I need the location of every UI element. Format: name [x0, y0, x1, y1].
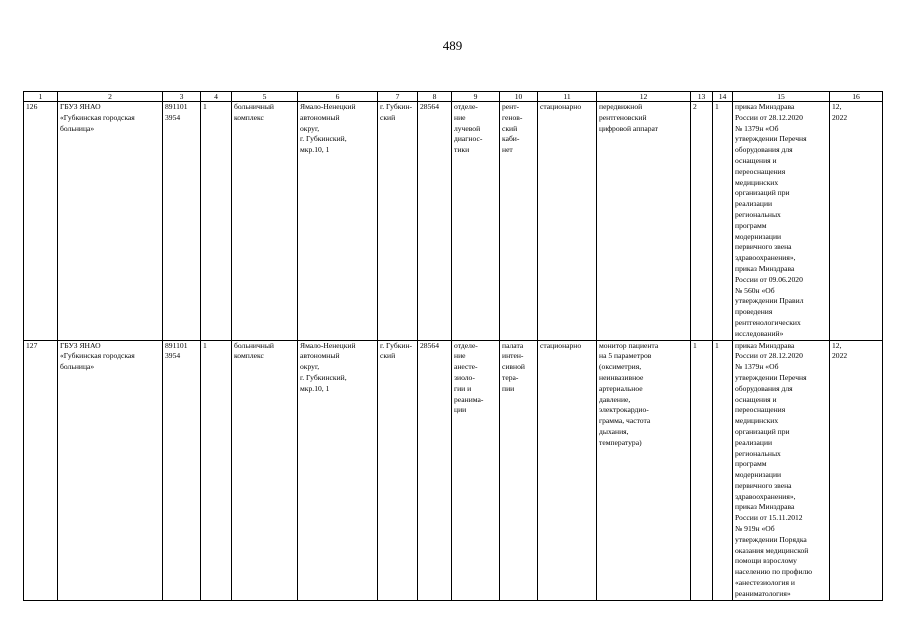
building-type: больничный комплекс — [232, 102, 298, 341]
column-number: 3 — [163, 92, 201, 102]
column-number: 10 — [500, 92, 538, 102]
care-mode-cell: стационарно — [538, 340, 597, 600]
row-number: 127 — [24, 340, 58, 600]
column-number: 13 — [691, 92, 713, 102]
quantity-cell: 1 — [713, 340, 733, 600]
address-cell: Ямало-Ненецкий автономный округ, г. Губкинский, мкр.10, 1 — [298, 340, 378, 600]
period-cell: 12, 2022 — [830, 340, 883, 600]
regulation-cell: приказ Минздрава России от 28.12.2020 № 1379н «Об утверждении Перечня оборудования для оснащения и переоснащения медицинских организаций при реализации региональных программ модернизации первичного звена здравоохранения», приказ Минздрава России от 09.06.2020 № 560н «Об утверждении Правил проведения рентгенологических исследований» — [733, 102, 830, 341]
column-number: 15 — [733, 92, 830, 102]
building-type: больничный комплекс — [232, 340, 298, 600]
column-number: 7 — [378, 92, 418, 102]
room-cell: палата интен- сивной тера- пии — [500, 340, 538, 600]
table-row — [24, 340, 883, 600]
code-cell: 28564 — [418, 102, 452, 341]
column-number: 6 — [298, 92, 378, 102]
count-cell: 1 — [201, 102, 232, 341]
column-number-row — [24, 92, 883, 102]
equipment-cell: монитор пациента на 5 параметров (оксиметрия, неинвазивное артериальное давление, электрокардио- грамма, частота дыхания, температура) — [597, 340, 691, 600]
column-number: 5 — [232, 92, 298, 102]
department-cell: отделе- ние анесте- зиоло- гии и реанима- ции — [452, 340, 500, 600]
page-number: 489 — [442, 38, 463, 53]
city-cell: г. Губкин- ский — [378, 102, 418, 341]
column-number: 9 — [452, 92, 500, 102]
column-number: 12 — [597, 92, 691, 102]
organization-name: ГБУЗ ЯНАО «Губкинская городская больница» — [58, 102, 163, 341]
organization-name: ГБУЗ ЯНАО «Губкинская городская больница» — [58, 340, 163, 600]
column-number: 2 — [58, 92, 163, 102]
city-cell: г. Губкин- ский — [378, 340, 418, 600]
row-number: 126 — [24, 102, 58, 341]
code-cell: 28564 — [418, 340, 452, 600]
quantity-cell: 2 — [691, 102, 713, 341]
column-number: 1 — [24, 92, 58, 102]
address-cell: Ямало-Ненецкий автономный округ, г. Губкинский, мкр.10, 1 — [298, 102, 378, 341]
care-mode-cell: стационарно — [538, 102, 597, 341]
column-number: 8 — [418, 92, 452, 102]
column-number: 14 — [713, 92, 733, 102]
quantity-cell: 1 — [713, 102, 733, 341]
table-row — [24, 102, 883, 341]
column-number: 11 — [538, 92, 597, 102]
period-cell: 12, 2022 — [830, 102, 883, 341]
equipment-table — [23, 91, 883, 601]
regulation-cell: приказ Минздрава России от 28.12.2020 № 1379н «Об утверждении Перечня оборудования для оснащения и переоснащения медицинских организаций при реализации региональных программ модернизации первичного звена здравоохранения», приказ Минздрава России от 15.11.2012 № 919н «Об утверждении Порядка оказания медицинской помощи взрослому населению по профилю «анестезиология и реаниматология» — [733, 340, 830, 600]
department-cell: отделе- ние лучевой диагнос- тики — [452, 102, 500, 341]
room-cell: рент- генов- ский каби- нет — [500, 102, 538, 341]
column-number: 16 — [830, 92, 883, 102]
column-number: 4 — [201, 92, 232, 102]
equipment-cell: передвижной рентгеновский цифровой аппарат — [597, 102, 691, 341]
inn-cell: 891101 3954 — [163, 340, 201, 600]
quantity-cell: 1 — [691, 340, 713, 600]
inn-cell: 891101 3954 — [163, 102, 201, 341]
count-cell: 1 — [201, 340, 232, 600]
